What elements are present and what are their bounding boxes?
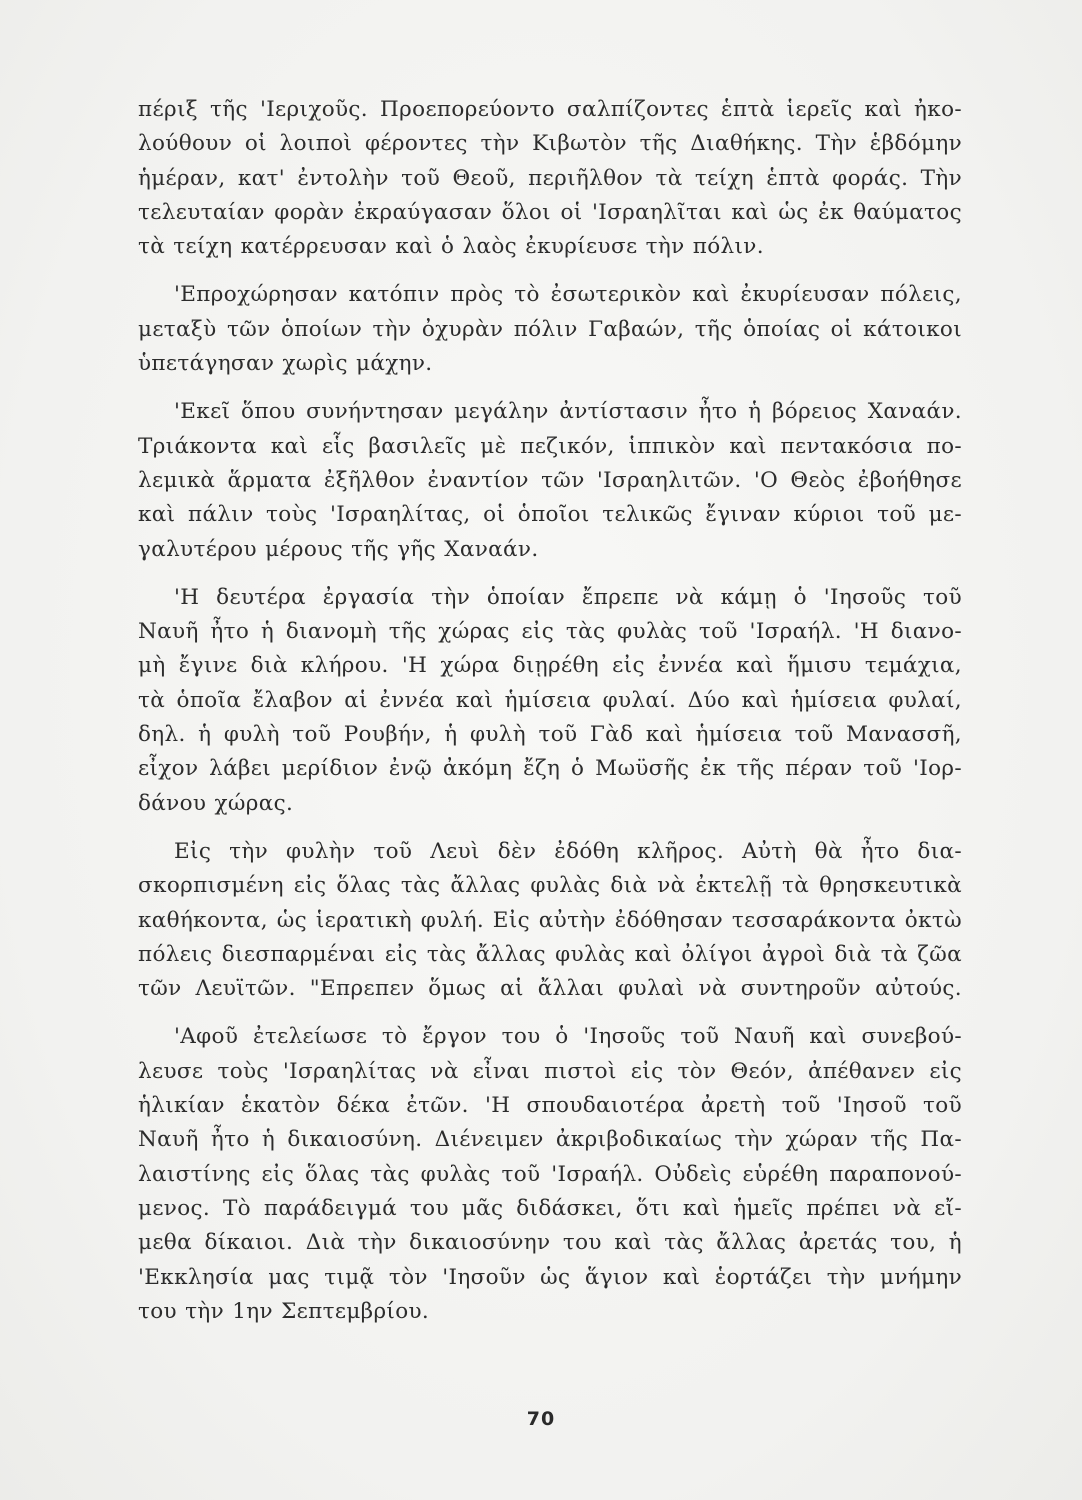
text-line: τὰ ὁποῖα ἔλαβον αἱ ἐννέα καὶ ἡμίσεια φυλαί. Δύο καὶ ἡμίσεια φυλαί, [138,687,962,713]
text-line: 'Η δευτέρα ἐργασία τὴν ὁποίαν ἔπρεπε νὰ κάμῃ ὁ 'Ιησοῦς τοῦ [174,584,962,610]
text-line: 'Αφοῦ ἐτελείωσε τὸ ἔργον του ὁ 'Ιησοῦς τοῦ Ναυῆ καὶ συνεβού- [174,1024,962,1050]
text-line: του τὴν 1ην Σεπτεμβρίου. [138,1298,430,1324]
text-line: καὶ πάλιν τοὺς 'Ισραηλίτας, οἱ ὁποῖοι τελικῶς ἔγιναν κύριοι τοῦ με- [138,502,962,528]
text-line: 'Επροχώρησαν κατόπιν πρὸς τὸ ἐσωτερικὸν καὶ ἐκυρίευσαν πόλεις, [174,282,962,308]
text-line: τὰ τείχη κατέρρευσαν καὶ ὁ λαὸς ἐκυρίευσε τὴν πόλιν. [138,234,764,260]
text-line: Τριάκοντα καὶ εἷς βασιλεῖς μὲ πεζικόν, ἱππικὸν καὶ πεντακόσια πο- [138,433,962,459]
text-line: Ναυῆ ἦτο ἡ διανομὴ τῆς χώρας εἰς τὰς φυλὰς τοῦ 'Ισραήλ. 'Η διανο- [138,619,962,645]
page-number: 70 [526,1408,556,1430]
text-line: Εἰς τὴν φυλὴν τοῦ Λευὶ δὲν ἐδόθη κλῆρος. Αὐτὴ θὰ ἦτο δια- [174,838,962,864]
paragraph-6 [138,1020,962,1329]
paragraph-5 [138,835,962,1006]
text-line: μεταξὺ τῶν ὁποίων τὴν ὀχυρὰν πόλιν Γαβαών, τῆς ὁποίας οἱ κάτοικοι [138,316,962,342]
paragraph-2 [138,278,962,381]
text-line: δάνου χώρας. [138,790,294,816]
text-line: εἶχον λάβει μερίδιον ἐνῷ ἀκόμη ἔζη ὁ Μωϋσῆς ἐκ τῆς πέραν τοῦ 'Ιορ- [138,756,962,782]
paragraph-1 [138,93,962,264]
text-line: γαλυτέρου μέρους τῆς γῆς Χαναάν. [138,536,539,562]
text-line: λούθουν οἱ λοιποὶ φέροντες τὴν Κιβωτὸν τῆς Διαθήκης. Τὴν ἑβδόμην [138,131,962,157]
text-line: λεμικὰ ἅρματα ἐξῆλθον ἐναντίον τῶν 'Ισραηλιτῶν. 'Ο Θεὸς ἐβοήθησε [138,467,962,493]
paragraph-4 [138,581,962,821]
text-line: λευσε τοὺς 'Ισραηλίτας νὰ εἶναι πιστοὶ εἰς τὸν Θεόν, ἀπέθανεν εἰς [138,1058,962,1084]
text-line: ἡμέραν, κατ' ἐντολὴν τοῦ Θεοῦ, περιῆλθον τὰ τείχη ἑπτὰ φοράς. Τὴν [138,165,962,191]
text-line: 'Εκκλησία μας τιμᾷ τὸν 'Ιησοῦν ὡς ἅγιον καὶ ἑορτάζει τὴν μνήμην [138,1264,962,1290]
text-line: Ναυῆ ἦτο ἡ δικαιοσύνη. Διένειμεν ἀκριβοδικαίως τὴν χώραν τῆς Πα- [138,1127,962,1153]
text-line: μεθα δίκαιοι. Διὰ τὴν δικαιοσύνην του καὶ τὰς ἄλλας ἀρετάς του, ἡ [138,1230,962,1256]
text-line: καθήκοντα, ὡς ἱερατικὴ φυλή. Εἰς αὐτὴν ἐδόθησαν τεσσαράκοντα ὀκτὼ [138,907,962,933]
text-line: σκορπισμένη εἰς ὅλας τὰς ἄλλας φυλὰς διὰ νὰ ἐκτελῇ τὰ θρησκευτικὰ [138,873,962,899]
text-line: μὴ ἔγινε διὰ κλήρου. 'Η χώρα διῃρέθη εἰς ἐννέα καὶ ἥμισυ τεμάχια, [138,653,962,679]
text-line: πέριξ τῆς 'Ιεριχοῦς. Προεπορεύοντο σαλπίζοντες ἑπτὰ ἱερεῖς καὶ ἠκο- [138,97,962,122]
text-line: πόλεις διεσπαρμέναι εἰς τὰς ἄλλας φυλὰς καὶ ὀλίγοι ἀγροὶ διὰ τὰ ζῶα [138,941,962,967]
text-line: τῶν Λευϊτῶν. "Επρεπεν ὅμως αἱ ἄλλαι φυλαὶ νὰ συντηροῦν αὐτούς. [138,976,962,1002]
text-line: ὑπετάγησαν χωρὶς μάχην. [138,351,433,377]
text-line: μενος. Τὸ παράδειγμά του μᾶς διδάσκει, ὅτι καὶ ἡμεῖς πρέπει νὰ εἴ- [138,1195,962,1221]
text-line: 'Εκεῖ ὅπου συνήντησαν μεγάλην ἀντίστασιν ἦτο ἡ βόρειος Χαναάν. [174,399,962,425]
text-line: δηλ. ἡ φυλὴ τοῦ Ρουβήν, ἡ φυλὴ τοῦ Γὰδ καὶ ἡμίσεια τοῦ Μανασσῆ, [138,722,962,748]
text-line: ἡλικίαν ἑκατὸν δέκα ἐτῶν. 'Η σπουδαιοτέρα ἀρετὴ τοῦ 'Ιησοῦ τοῦ [138,1093,962,1119]
body-text [138,93,962,1343]
text-line: λαιστίνης εἰς ὅλας τὰς φυλὰς τοῦ 'Ισραήλ. Οὐδεὶς εὑρέθη παραπονού- [138,1161,962,1187]
paragraph-3 [138,395,962,566]
text-line: τελευταίαν φορὰν ἐκραύγασαν ὅλοι οἱ 'Ισραηλῖται καὶ ὡς ἐκ θαύματος [138,199,962,225]
